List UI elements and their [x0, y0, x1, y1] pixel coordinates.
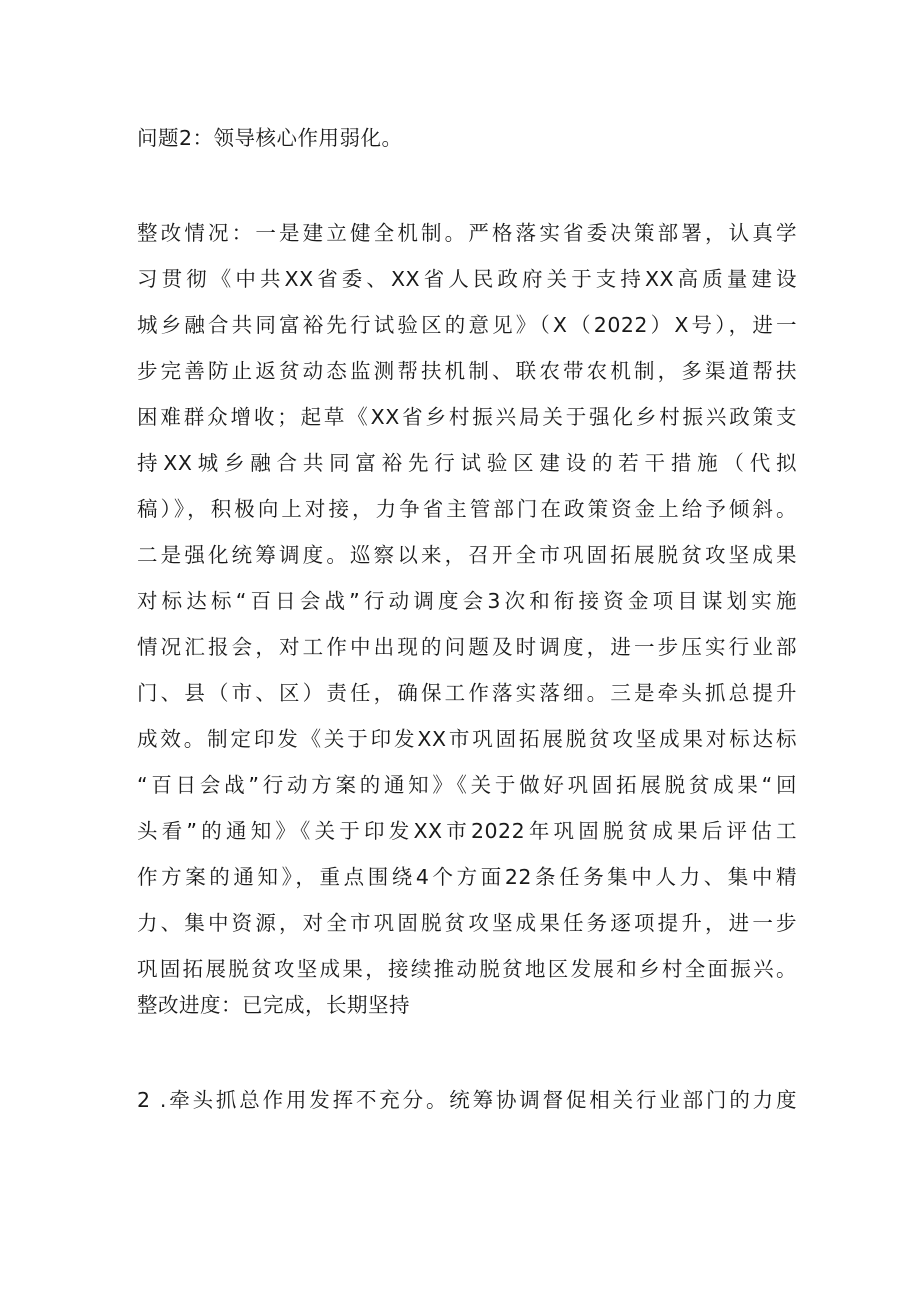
- paragraph-line: “百日会战”行动方案的通知》《关于做好巩固拓展脱贫成果“回: [137, 773, 797, 797]
- paragraph-line: 门、县（市、区）责任，确保工作落实落细。三是牵头抓总提升: [137, 681, 797, 705]
- paragraph-line: 稿）》，积极向上对接，力争省主管部门在政策资金上给予倾斜。: [137, 497, 797, 521]
- paragraph-line: 整改情况：一是建立健全机制。严格落实省委决策部署，认真学: [137, 221, 797, 245]
- paragraph-line: 二是强化统筹调度。巡察以来，召开全市巩固拓展脱贫攻坚成果: [137, 543, 797, 567]
- paragraph-line: 持XX城乡融合共同富裕先行试验区建设的若干措施（代拟: [137, 451, 797, 475]
- paragraph-line: 困难群众增收；起草《XX省乡村振兴局关于强化乡村振兴政策支: [137, 405, 797, 429]
- paragraph-line: 作方案的通知》，重点围绕4个方面22条任务集中人力、集中精: [137, 865, 797, 889]
- paragraph-line: 情况汇报会，对工作中出现的问题及时调度，进一步压实行业部: [137, 635, 797, 659]
- paragraph-line: 巩固拓展脱贫攻坚成果，接续推动脱贫地区发展和乡村全面振兴。: [137, 957, 797, 981]
- problem-heading: 问题2：领导核心作用弱化。: [137, 126, 403, 150]
- paragraph-line: 对标达标“百日会战”行动调度会3次和衔接资金项目谋划实施: [137, 589, 797, 613]
- progress-line: 整改进度：已完成，长期坚持: [137, 993, 410, 1017]
- paragraph-line: 步完善防止返贫动态监测帮扶机制、联农带农机制，多渠道帮扶: [137, 359, 797, 383]
- paragraph-line: 成效。制定印发《关于印发XX市巩固拓展脱贫攻坚成果对标达标: [137, 727, 797, 751]
- paragraph-line: 力、集中资源，对全市巩固脱贫攻坚成果任务逐项提升，进一步: [137, 911, 797, 935]
- paragraph-line: 习贯彻《中共XX省委、XX省人民政府关于支持XX高质量建设: [137, 267, 797, 291]
- paragraph-line: 城乡融合共同富裕先行试验区的意见》（X（2022）X号），进一: [137, 313, 797, 337]
- item2-heading: 2 .牵头抓总作用发挥不充分。统筹协调督促相关行业部门的力度: [137, 1088, 797, 1112]
- paragraph-line: 头看”的通知》《关于印发XX市2022年巩固脱贫成果后评估工: [137, 819, 797, 843]
